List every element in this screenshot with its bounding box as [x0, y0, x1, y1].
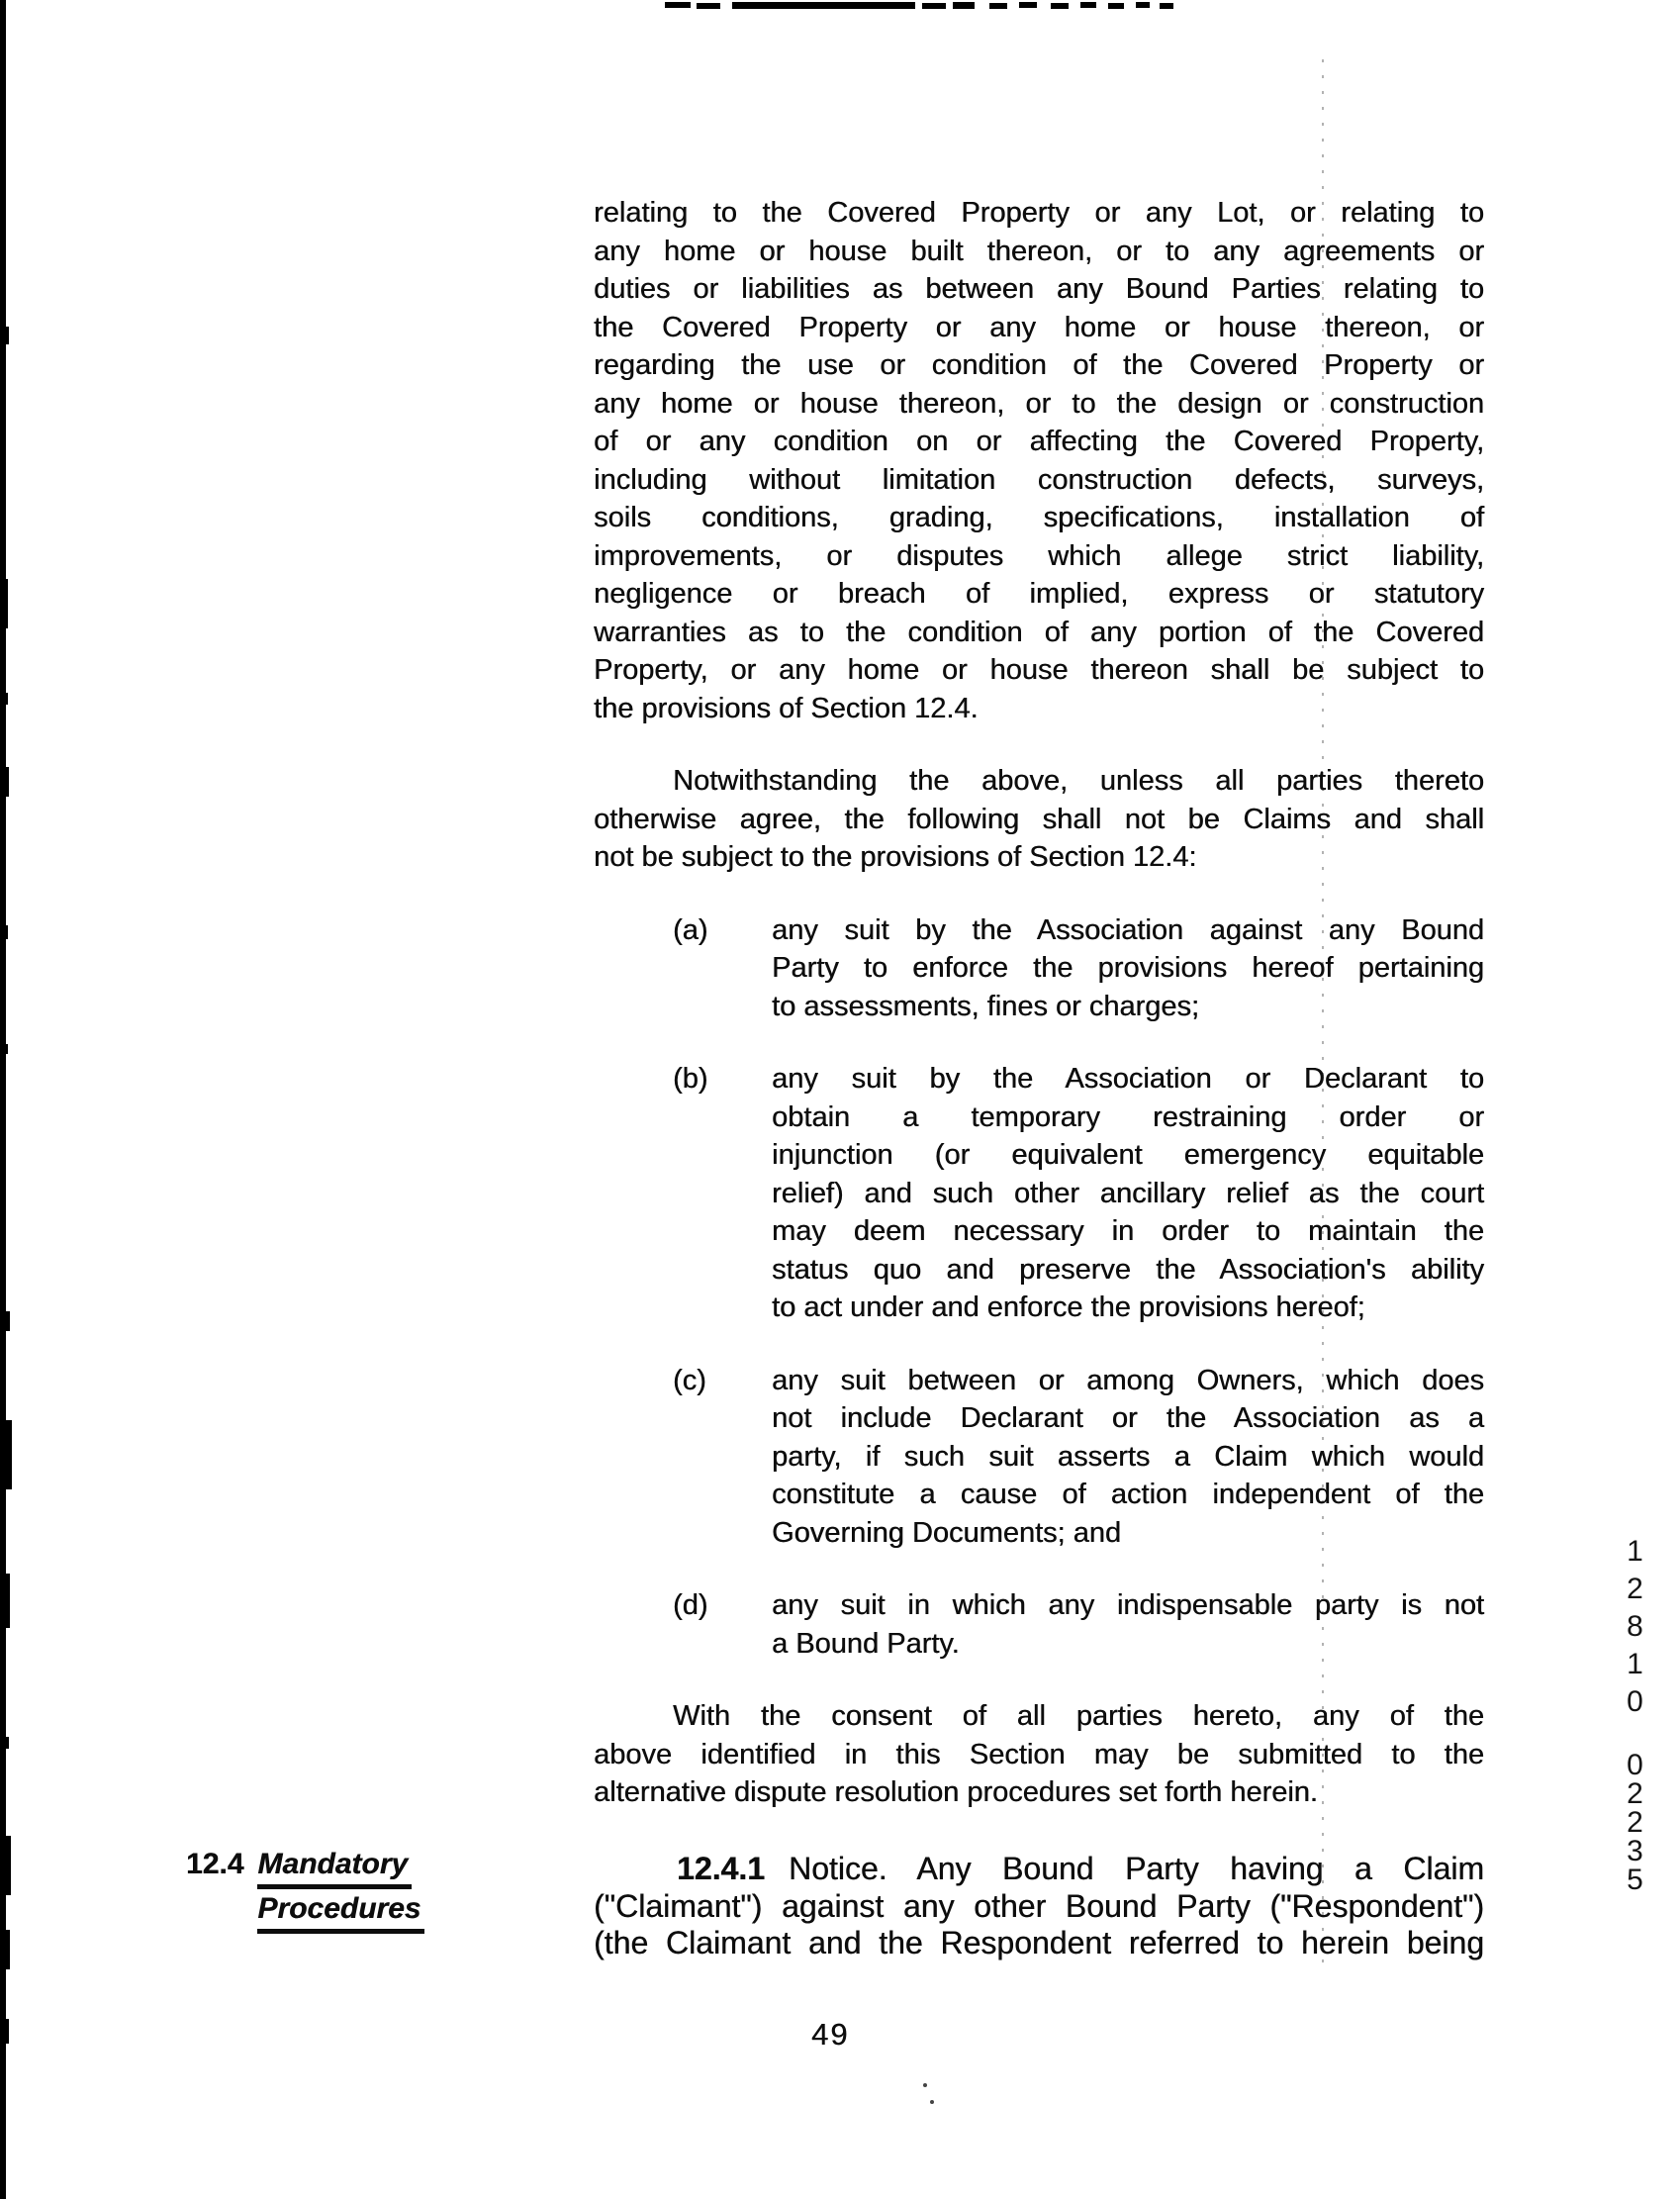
- text-line: constitute a cause of action independent of the: [772, 1479, 1484, 1510]
- stamp-group: 12810: [1619, 1535, 1651, 1723]
- text-line: not be subject to the provisions of Section 12.4:: [594, 841, 1197, 873]
- scan-artifact: [953, 2, 975, 9]
- text-line: any suit by the Association or Declarant to: [772, 1063, 1484, 1095]
- text-line: any home or house built thereon, or to any agreements or: [594, 235, 1484, 267]
- list-item-d: [594, 1586, 1484, 1663]
- list-item-a: [594, 911, 1484, 1026]
- text-line: otherwise agree, the following shall not be Claims and shall: [594, 803, 1484, 835]
- text-line: any suit between or among Owners, which does: [772, 1364, 1484, 1396]
- section-title-line: Mandatory: [257, 1845, 412, 1889]
- scan-artifact: [0, 925, 8, 939]
- scan-artifact: [0, 327, 9, 344]
- scan-artifact: [0, 1737, 9, 1749]
- text-line: any home or house thereon, or to the design or construction: [594, 387, 1484, 420]
- text-line: soils conditions, grading, specifications, installation of: [594, 502, 1484, 533]
- text-line: ("Claimant") against any other Bound Party ("Respondent"): [594, 1887, 1484, 1924]
- text-line: relating to the Covered Property or any Lot, or relating to: [594, 197, 1484, 229]
- scan-artifact: [0, 579, 8, 628]
- paragraph-consent: [594, 1697, 1484, 1812]
- text-line: party, if such suit asserts a Claim which would: [772, 1440, 1484, 1473]
- scan-speck: [930, 2100, 934, 2104]
- section-heading-12-4: [186, 1845, 424, 1934]
- scan-artifact: [0, 1311, 10, 1331]
- text-line: injunction (or equivalent emergency equitable: [772, 1139, 1484, 1171]
- list-item-text: [772, 1362, 1484, 1553]
- scan-artifact: [697, 3, 720, 9]
- scan-artifact: [665, 2, 691, 8]
- scan-artifact: [1108, 3, 1124, 9]
- list-item-text: [772, 1060, 1484, 1327]
- text-line: Party to enforce the provisions hereof pertaining: [772, 952, 1484, 984]
- list-item-label: (b): [673, 1063, 708, 1095]
- list-item-label: (a): [673, 913, 708, 946]
- list-item-label: (d): [673, 1589, 708, 1621]
- stamp-group: 02235: [1619, 1749, 1651, 1892]
- text-line: alternative dispute resolution procedures set forth herein.: [594, 1776, 1318, 1808]
- text-line: (the Claimant and the Respondent referred to herein being: [594, 1925, 1484, 1960]
- scan-artifact: [0, 767, 9, 797]
- margin-stamp: [1619, 1535, 1651, 1892]
- text-line: any suit by the Association against any Bound: [772, 913, 1484, 946]
- text-line: duties or liabilities as between any Bound Parties relating to: [594, 273, 1484, 305]
- text-line: not include Declarant or the Association as a: [772, 1402, 1484, 1434]
- text-line: the provisions of Section 12.4.: [594, 692, 979, 724]
- scan-artifact: [0, 1044, 8, 1054]
- list-item-c: [594, 1362, 1484, 1553]
- body-column: [594, 194, 1484, 1812]
- text-line: to act under and enforce the provisions hereof;: [772, 1291, 1365, 1323]
- scan-artifact: [989, 3, 1007, 9]
- list-item-text: [772, 1586, 1484, 1663]
- text-line: above identified in this Section may be submitted to the: [594, 1738, 1484, 1770]
- section-number: 12.4: [186, 1848, 244, 1880]
- scan-artifact: [1019, 2, 1037, 8]
- scan-artifact: [0, 1930, 10, 1969]
- paragraph-covered-property: [594, 194, 1484, 727]
- text-line: status quo and preserve the Association's ability: [772, 1253, 1484, 1286]
- scan-artifact: [1160, 3, 1173, 9]
- text-line: of or any condition on or affecting the Covered Property,: [594, 426, 1484, 457]
- text-line: With the consent of all parties hereto, any of the: [673, 1700, 1484, 1732]
- scan-artifact: [0, 693, 8, 705]
- scan-artifact: [732, 2, 915, 9]
- text-line: improvements, or disputes which allege strict liability,: [594, 539, 1484, 572]
- text-line: relief) and such other ancillary relief as the court: [772, 1177, 1484, 1209]
- paragraph-12-4-1: [594, 1851, 1484, 1962]
- scan-artifact: [0, 1836, 11, 1895]
- text-line: Governing Documents; and: [772, 1516, 1122, 1549]
- scan-artifact: [922, 3, 946, 9]
- text-line: any suit in which any indispensable party is not: [772, 1589, 1484, 1621]
- paragraph-12-4-1-first-line: [594, 1851, 1484, 1888]
- scan-artifact: [1136, 2, 1150, 8]
- paragraph-12-4-1-continuation: [594, 1888, 1484, 1962]
- section-title: [257, 1845, 424, 1934]
- list-item-label: (c): [673, 1364, 706, 1396]
- list-item-text: [772, 911, 1484, 1026]
- page-number: 49: [811, 2017, 850, 2052]
- text-line: Property, or any home or house thereon shall be subject to: [594, 654, 1484, 686]
- text-line: negligence or breach of implied, express or statutory: [594, 578, 1484, 610]
- scan-artifact: [0, 1420, 12, 1489]
- paragraph-notwithstanding: [594, 762, 1484, 877]
- text-line: to assessments, fines or charges;: [772, 990, 1199, 1022]
- text-line: Notice. Any Bound Party having a Claim: [788, 1851, 1484, 1886]
- text-line: may deem necessary in order to maintain the: [772, 1215, 1484, 1247]
- scan-artifact: [1051, 3, 1069, 9]
- text-line: a Bound Party.: [772, 1627, 960, 1660]
- scan-artifact: [0, 1574, 10, 1628]
- section-title-line: Procedures: [257, 1889, 424, 1934]
- text-line: Notwithstanding the above, unless all parties thereto: [673, 765, 1484, 797]
- text-line: including without limitation construction defects, surveys,: [594, 463, 1484, 496]
- text-line: regarding the use or condition of the Covered Property or: [594, 349, 1484, 381]
- scan-speck: [923, 2083, 927, 2087]
- text-line: obtain a temporary restraining order or: [772, 1100, 1484, 1133]
- scan-artifact: [0, 2019, 9, 2044]
- list-item-b: [594, 1060, 1484, 1327]
- text-line: the Covered Property or any home or house thereon, or: [594, 311, 1484, 343]
- scan-artifact: [1080, 2, 1096, 8]
- subsection-number: 12.4.1: [677, 1851, 765, 1886]
- text-line: warranties as to the condition of any portion of the Covered: [594, 616, 1484, 648]
